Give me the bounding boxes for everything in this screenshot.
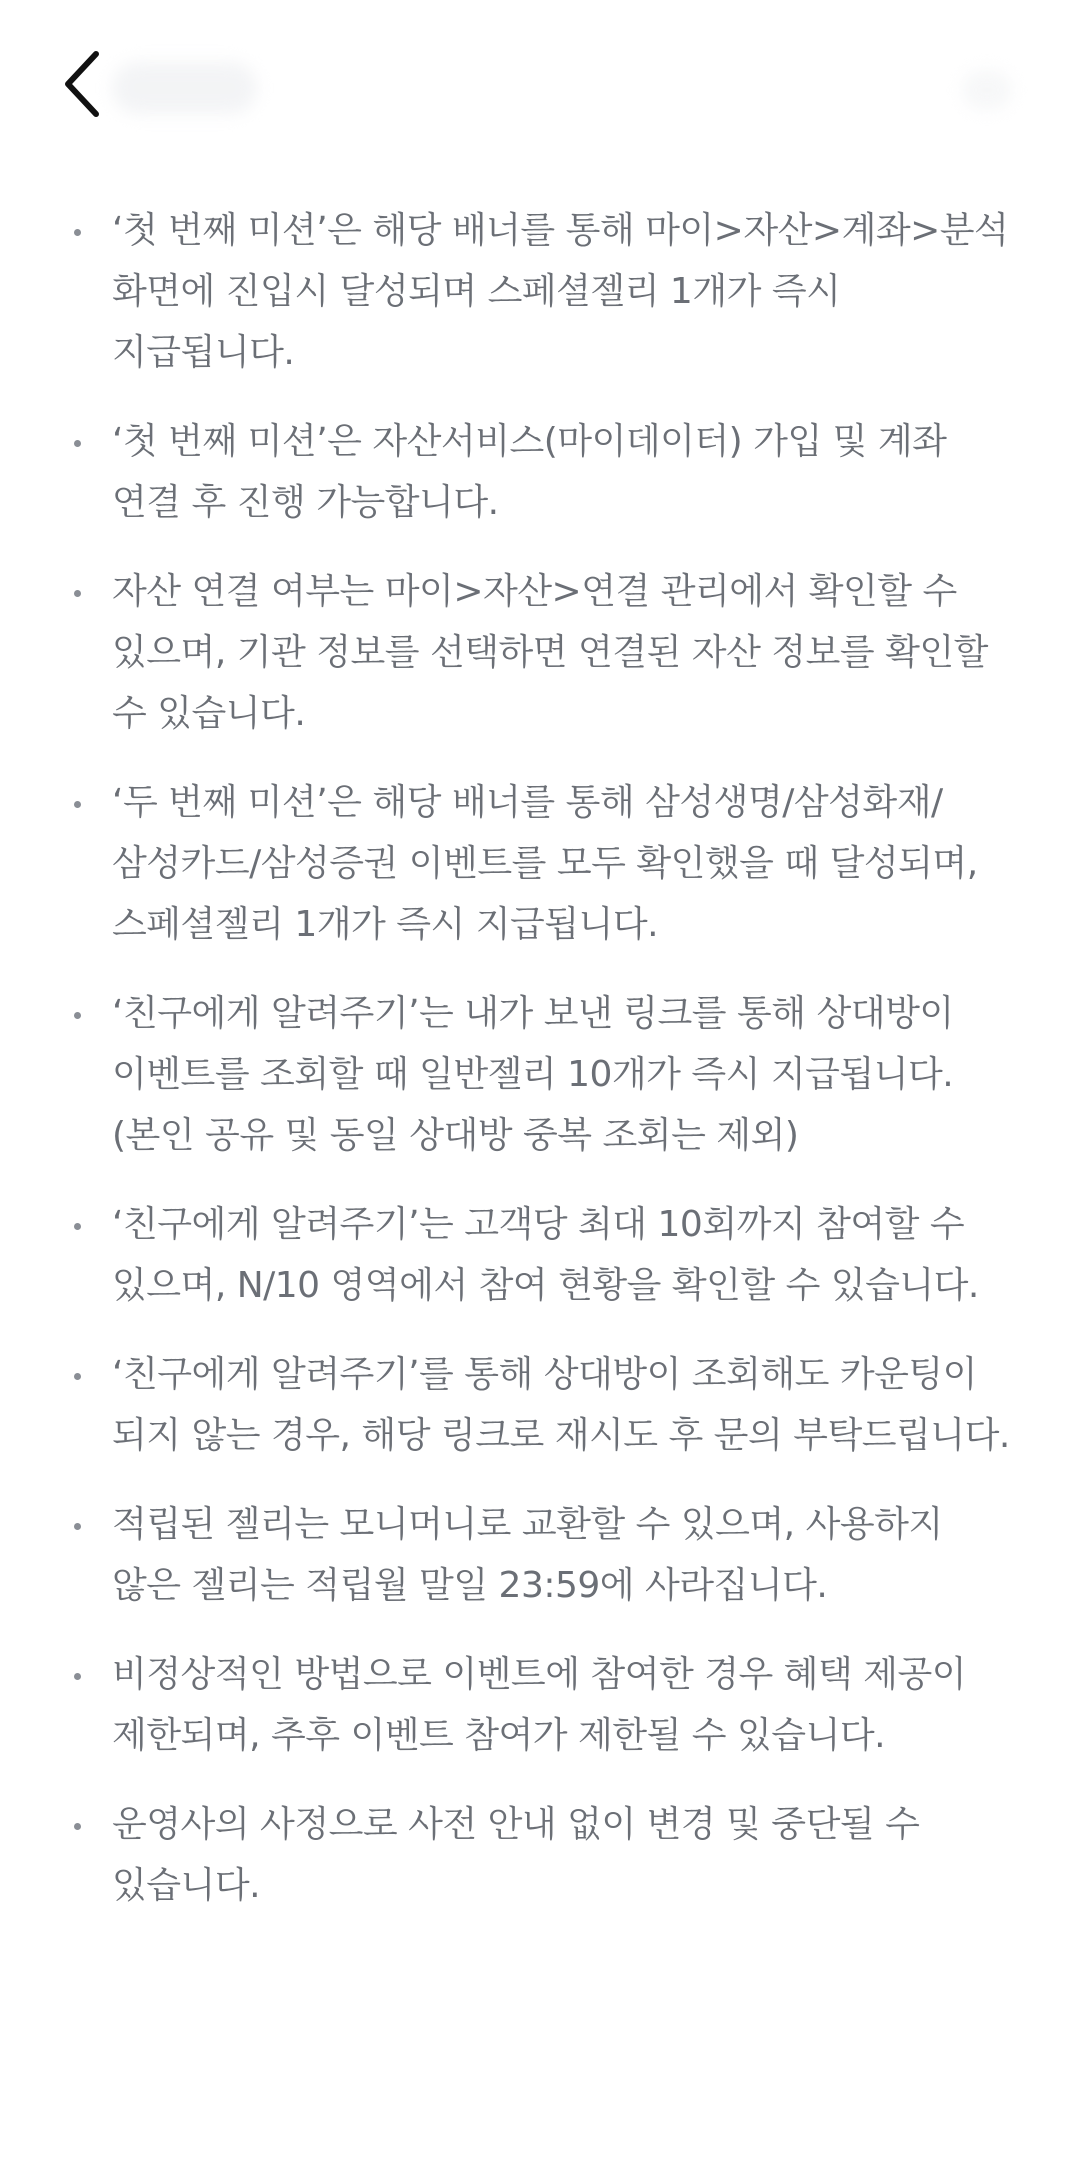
blurred-header-action [962,70,1012,110]
bullet-dot [74,1673,81,1680]
notice-item [0,1644,1080,1766]
notice-item [0,1494,1080,1616]
notice-text: ‘첫 번째 미션’은 자산서비스(마이데이터) 가입 및 계좌 연결 후 진행 가능합니다. [112,421,947,523]
notice-text: 자산 연결 여부는 마이>자산>연결 관리에서 확인할 수 있으며, 기관 정보를 선택하면 연결된 자산 정보를 확인할 수 있습니다. [112,571,988,734]
notice-item [0,983,1080,1166]
notice-list [0,200,1080,1944]
blurred-header-title [112,62,257,114]
notice-item [0,200,1080,383]
bullet-dot [74,1523,81,1530]
notice-item [0,411,1080,533]
bullet-dot [74,590,81,597]
chevron-left-icon [62,50,102,118]
notice-text: 적립된 젤리는 모니머니로 교환할 수 있으며, 사용하지 않은 젤리는 적립월 말일 23:59에 사라집니다. [112,1504,943,1606]
app-header [0,0,1080,170]
notice-text: ‘친구에게 알려주기’는 내가 보낸 링크를 통해 상대방이 이벤트를 조회할 때 일반젤리 10개가 즉시 지급됩니다. (본인 공유 및 동일 상대방 중복 조회는 제외) [112,993,954,1156]
bullet-dot [74,440,81,447]
bullet-dot [74,801,81,808]
notice-item [0,561,1080,744]
bullet-dot [74,229,81,236]
notice-item [0,772,1080,955]
notice-text: ‘첫 번째 미션’은 해당 배너를 통해 마이>자산>계좌>분석 화면에 진입시 달성되며 스페셜젤리 1개가 즉시 지급됩니다. [112,210,1009,373]
bullet-dot [74,1223,81,1230]
notice-text: ‘두 번째 미션’은 해당 배너를 통해 삼성생명/삼성화재/삼성카드/삼성증권 이벤트를 모두 확인했을 때 달성되며, 스페셜젤리 1개가 즉시 지급됩니다. [112,782,978,945]
bullet-dot [74,1823,81,1830]
notice-item [0,1794,1080,1916]
notice-text: 운영사의 사정으로 사전 안내 없이 변경 및 중단될 수 있습니다. [112,1804,920,1906]
notice-text: 비정상적인 방법으로 이벤트에 참여한 경우 혜택 제공이 제한되며, 추후 이벤트 참여가 제한될 수 있습니다. [112,1654,967,1756]
bullet-dot [74,1012,81,1019]
notice-item [0,1344,1080,1466]
notice-item [0,1194,1080,1316]
notice-text: ‘친구에게 알려주기’는 고객당 최대 10회까지 참여할 수 있으며, N/10 영역에서 참여 현황을 확인할 수 있습니다. [112,1204,979,1306]
bullet-dot [74,1373,81,1380]
notice-text: ‘친구에게 알려주기’를 통해 상대방이 조회해도 카운팅이 되지 않는 경우, 해당 링크로 재시도 후 문의 부탁드립니다. [112,1354,1010,1456]
